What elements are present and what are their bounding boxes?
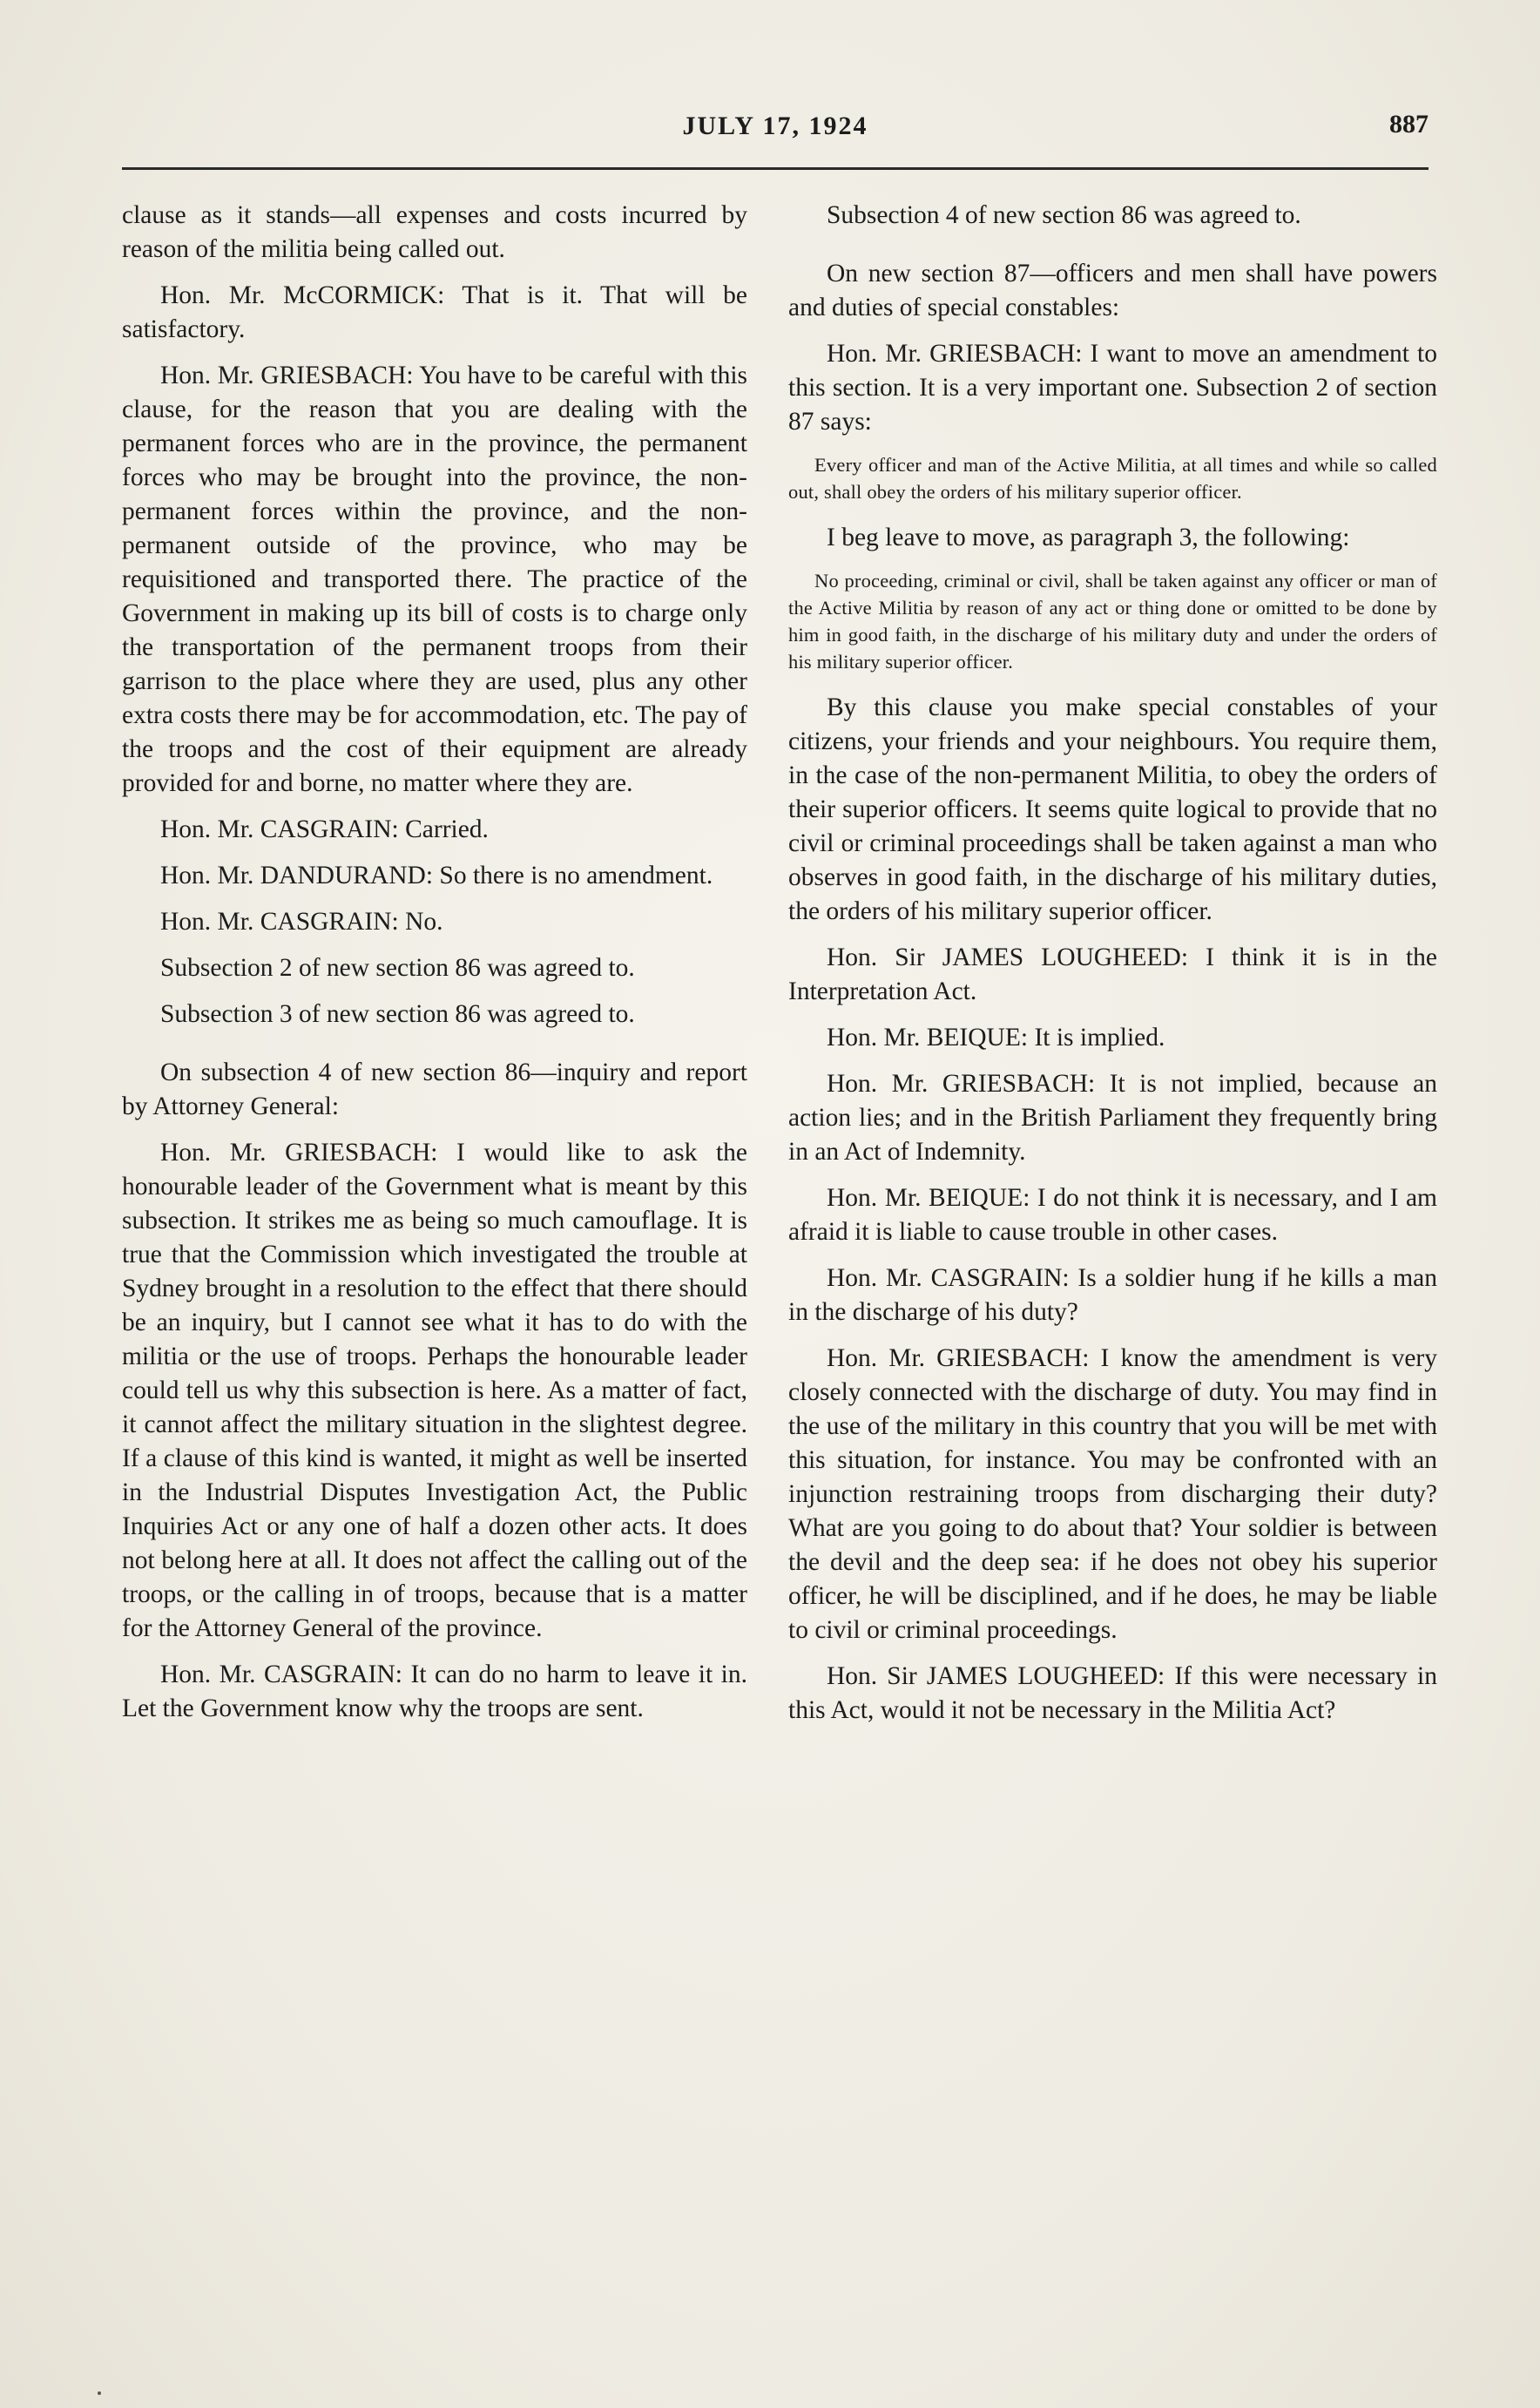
paragraph: Hon. Mr. GRIESBACH: I know the amendment is very closely connected with the discharge of duty. You may find in the use of the military in this country that you will be met with this situation, for instance. You may be confronted with an injunction restraining troops from discharging their duty? What are you going to do about that? Your soldier is between the devil and the deep sea: if he does not obey his superior officer, he will be disciplined, and if he does, he may be liable to civil or criminal proceedings.: [788, 1344, 1437, 1644]
paragraph: Hon. Mr. GRIESBACH: You have to be careful with this clause, for the reason that you are dealing with the permanent forces who are in the province, the permanent forces who may be brought into the province, the non-permanent forces within the province, and the non-permanent outside of the province, who may be requisitioned and transported there. The practice of the Government in making up its bill of costs is to charge only the transportation of the permanent troops from their garrison to the place where they are used, plus any other extra costs there may be for accommodation, etc. The pay of the troops and the cost of their equipment are already provided for and borne, no matter where they are.: [122, 362, 747, 797]
header-rule: [122, 167, 1429, 170]
paragraph: Subsection 4 of new section 86 was agreed to.: [827, 201, 1301, 229]
paragraph: On subsection 4 of new section 86—inquiry and report by Attorney General:: [122, 1059, 747, 1120]
paragraph: Hon. Mr. CASGRAIN: Is a soldier hung if he kills a man in the discharge of his duty?: [788, 1264, 1437, 1326]
paragraph: Hon. Sir JAMES LOUGHEED: I think it is in the Interpretation Act.: [788, 944, 1437, 1005]
paragraph: Hon. Mr. BEIQUE: It is implied.: [827, 1024, 1165, 1052]
paragraph: Hon. Mr. GRIESBACH: I would like to ask the honourable leader of the Government what is meant by this subsection. It strikes me as being so much camouflage. It is true that the Commission which investigated the trouble at Sydney brought in a resolution to the effect that there should be an inquiry, but I cannot see what it has to do with the militia or the use of troops. Perhaps the honourable leader could tell us why this subsection is here. As a matter of fact, it cannot affect the military situation in the slightest degree. If a clause of this kind is wanted, it might as well be inserted in the Industrial Disputes Investigation Act, the Public Inquiries Act or any one of half a dozen other acts. It does not belong here at all. It does not affect the calling out of the troops, or the calling in of troops, because that is a matter for the Attorney General of the province.: [122, 1139, 747, 1642]
paragraph: Hon. Mr. McCORMICK: That is it. That will be satisfactory.: [122, 281, 747, 343]
page-number: 887: [1389, 110, 1429, 139]
paragraph: Hon. Sir JAMES LOUGHEED: If this were necessary in this Act, would it not be necessary in the Militia Act?: [788, 1662, 1437, 1724]
scan-speck: [98, 2391, 101, 2395]
header-date: JULY 17, 1924: [682, 112, 868, 140]
paragraph: Hon. Mr. CASGRAIN: No.: [160, 908, 443, 936]
paragraph: Hon. Mr. GRIESBACH: It is not implied, because an action lies; and in the British Parliament they frequently bring in an Act of Indemnity.: [788, 1070, 1437, 1166]
quoted-text: No proceeding, criminal or civil, shall be taken against any officer or man of the Active Militia by reason of any act or thing done or omitted to be done by him in good faith, in the discharge of his military duty and under the orders of his military superior officer.: [788, 570, 1437, 673]
paragraph: Hon. Mr. CASGRAIN: Carried.: [160, 815, 489, 843]
quoted-text: Every officer and man of the Active Militia, at all times and while so called out, shall obey the orders of his military superior officer.: [788, 454, 1437, 503]
paragraph: Hon. Mr. CASGRAIN: It can do no harm to leave it in. Let the Government know why the troops are sent.: [122, 1661, 747, 1722]
right-column: [788, 199, 1437, 1740]
left-column: [122, 199, 747, 1738]
paragraph: I beg leave to move, as paragraph 3, the following:: [827, 524, 1350, 551]
paragraph: Hon. Mr. BEIQUE: I do not think it is necessary, and I am afraid it is liable to cause trouble in other cases.: [788, 1184, 1437, 1246]
paragraph: Hon. Mr. GRIESBACH: I want to move an amendment to this section. It is a very important one. Subsection 2 of section 87 says:: [788, 340, 1437, 436]
paragraph: On new section 87—officers and men shall have powers and duties of special constables:: [788, 260, 1437, 321]
paragraph: By this clause you make special constables of your citizens, your friends and your neighbours. You require them, in the case of the non-permanent Militia, to obey the orders of their superior officers. It seems quite logical to provide that no civil or criminal proceedings shall be taken against a man who observes in good faith, in the discharge of his military duties, the orders of his military superior officer.: [788, 693, 1437, 925]
paragraph: clause as it stands—all expenses and costs incurred by reason of the militia being called out.: [122, 201, 747, 263]
paragraph: Subsection 3 of new section 86 was agreed to.: [160, 1000, 635, 1028]
paragraph: Subsection 2 of new section 86 was agreed to.: [160, 954, 635, 982]
page-header: [122, 106, 1429, 150]
paragraph: Hon. Mr. DANDURAND: So there is no amendment.: [160, 862, 713, 889]
